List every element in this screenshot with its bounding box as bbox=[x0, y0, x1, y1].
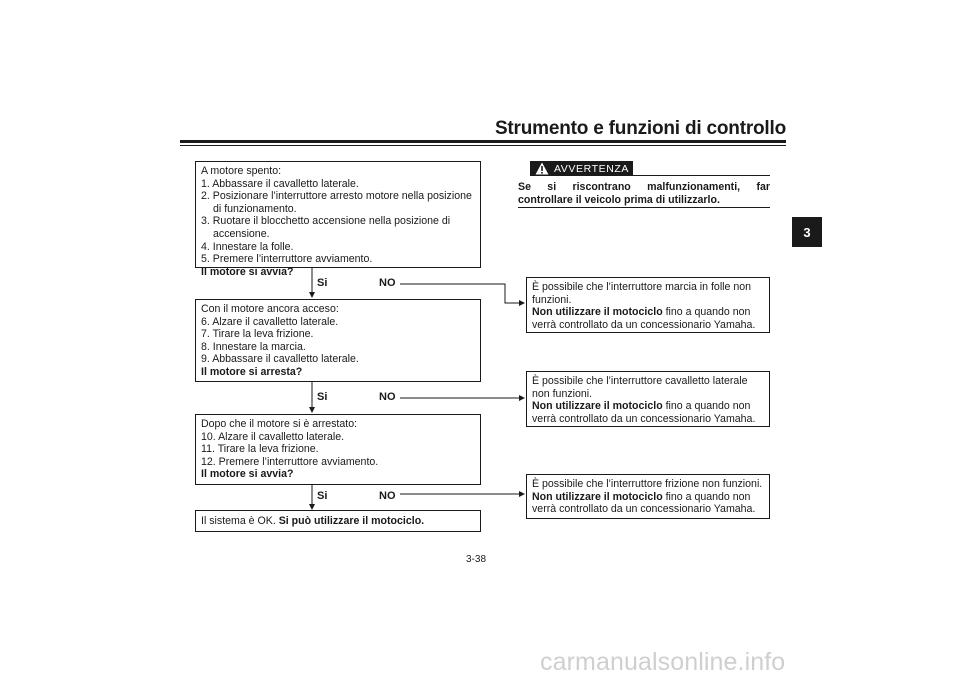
step-1-question: Il motore si avvia? bbox=[201, 265, 294, 278]
result-box-1 bbox=[526, 277, 770, 333]
result-2-bold: Non utilizzare il motociclo bbox=[532, 400, 663, 413]
result-3-line bbox=[532, 491, 769, 504]
step-1-line: 4. Innestare la folle. bbox=[201, 240, 294, 253]
step-1-line: 2. Posizionare l’interruttore arresto motore nella posizione bbox=[201, 190, 472, 203]
step-1-line: 3. Ruotare il blocchetto accensione nella posizione di bbox=[201, 215, 451, 228]
result-1-line: verrà controllato da un concessionario Yamaha. bbox=[532, 318, 756, 331]
step-2-line: 9. Abbassare il cavalletto laterale. bbox=[201, 353, 359, 366]
flow-final-box bbox=[195, 510, 481, 532]
step-3-line: Dopo che il motore si è arrestato: bbox=[201, 418, 358, 430]
result-2-rest: fino a quando non bbox=[662, 400, 751, 413]
step-2-line: 8. Innestare la marcia. bbox=[201, 340, 306, 353]
result-1-bold: Non utilizzare il motociclo bbox=[532, 306, 663, 319]
result-2-line: verrà controllato da un concessionario Yamaha. bbox=[532, 412, 756, 425]
yes-label-2: Si bbox=[317, 391, 328, 403]
final-line bbox=[201, 515, 480, 528]
warning-text: Se si riscontrano malfunzionamenti, far controllare il veicolo prima di utilizzarlo. bbox=[518, 181, 770, 206]
step-2-line: 7. Tirare la leva frizione. bbox=[201, 328, 314, 341]
no-label-1: NO bbox=[379, 277, 396, 289]
result-3-line: È possibile che l’interruttore frizione non funzioni. bbox=[532, 478, 763, 490]
result-1-line: È possibile che l’interruttore marcia in folle non bbox=[532, 281, 752, 293]
warning-triangle-icon bbox=[535, 162, 549, 175]
result-2-line: È possibile che l’interruttore cavalletto laterale bbox=[532, 375, 748, 387]
step-2-question: Il motore si arresta? bbox=[201, 365, 303, 378]
final-bold: Si può utilizzare il motociclo. bbox=[278, 515, 425, 527]
warning-rule-top bbox=[633, 175, 770, 176]
yes-label-1: Si bbox=[317, 277, 328, 289]
step-1-line: 1. Abbassare il cavalletto laterale. bbox=[201, 177, 359, 190]
step-3-question: Il motore si avvia? bbox=[201, 468, 294, 481]
flow-step-2-box bbox=[195, 299, 481, 382]
step-1-line: di funzionamento. bbox=[213, 202, 297, 215]
warning-badge-label: AVVERTENZA bbox=[553, 162, 629, 175]
no-label-3: NO bbox=[379, 490, 396, 502]
result-2-line bbox=[532, 400, 769, 413]
page-title: Strumento e funzioni di controllo bbox=[494, 118, 786, 139]
page-number: 3-38 bbox=[466, 554, 487, 565]
step-1-line: accensione. bbox=[213, 227, 270, 240]
step-3-line: 10. Alzare il cavalletto laterale. bbox=[201, 430, 345, 443]
result-1-rest: fino a quando non bbox=[662, 306, 751, 319]
step-3-line: 11. Tirare la leva frizione. bbox=[201, 443, 319, 456]
result-3-bold: Non utilizzare il motociclo bbox=[532, 490, 663, 503]
flow-step-1-box bbox=[195, 161, 481, 278]
result-1-line: funzioni. bbox=[532, 293, 572, 306]
result-3-rest: fino a quando non bbox=[662, 490, 751, 503]
watermark: carmanualsonline.info bbox=[540, 648, 786, 676]
yes-label-3: Si bbox=[317, 490, 328, 502]
chapter-tab: 3 bbox=[792, 217, 822, 247]
result-1-line bbox=[532, 306, 769, 319]
result-3-line: verrà controllato da un concessionario Yamaha. bbox=[532, 503, 756, 516]
no-label-2: NO bbox=[379, 391, 396, 403]
result-2-line: non funzioni. bbox=[532, 387, 593, 400]
step-1-line: 5. Premere l’interruttore avviamento. bbox=[201, 253, 373, 266]
step-1-line: A motore spento: bbox=[201, 165, 282, 177]
step-3-line: 12. Premere l’interruttore avviamento. bbox=[201, 455, 379, 468]
result-box-3 bbox=[526, 474, 770, 519]
final-prefix: Il sistema è OK. bbox=[201, 515, 279, 527]
warning-rule-bottom bbox=[518, 207, 770, 208]
step-2-line: 6. Alzare il cavalletto laterale. bbox=[201, 315, 339, 328]
step-2-line: Con il motore ancora acceso: bbox=[201, 303, 339, 315]
warning-badge bbox=[530, 161, 633, 176]
flow-step-3-box bbox=[195, 414, 481, 485]
result-box-2 bbox=[526, 371, 770, 427]
